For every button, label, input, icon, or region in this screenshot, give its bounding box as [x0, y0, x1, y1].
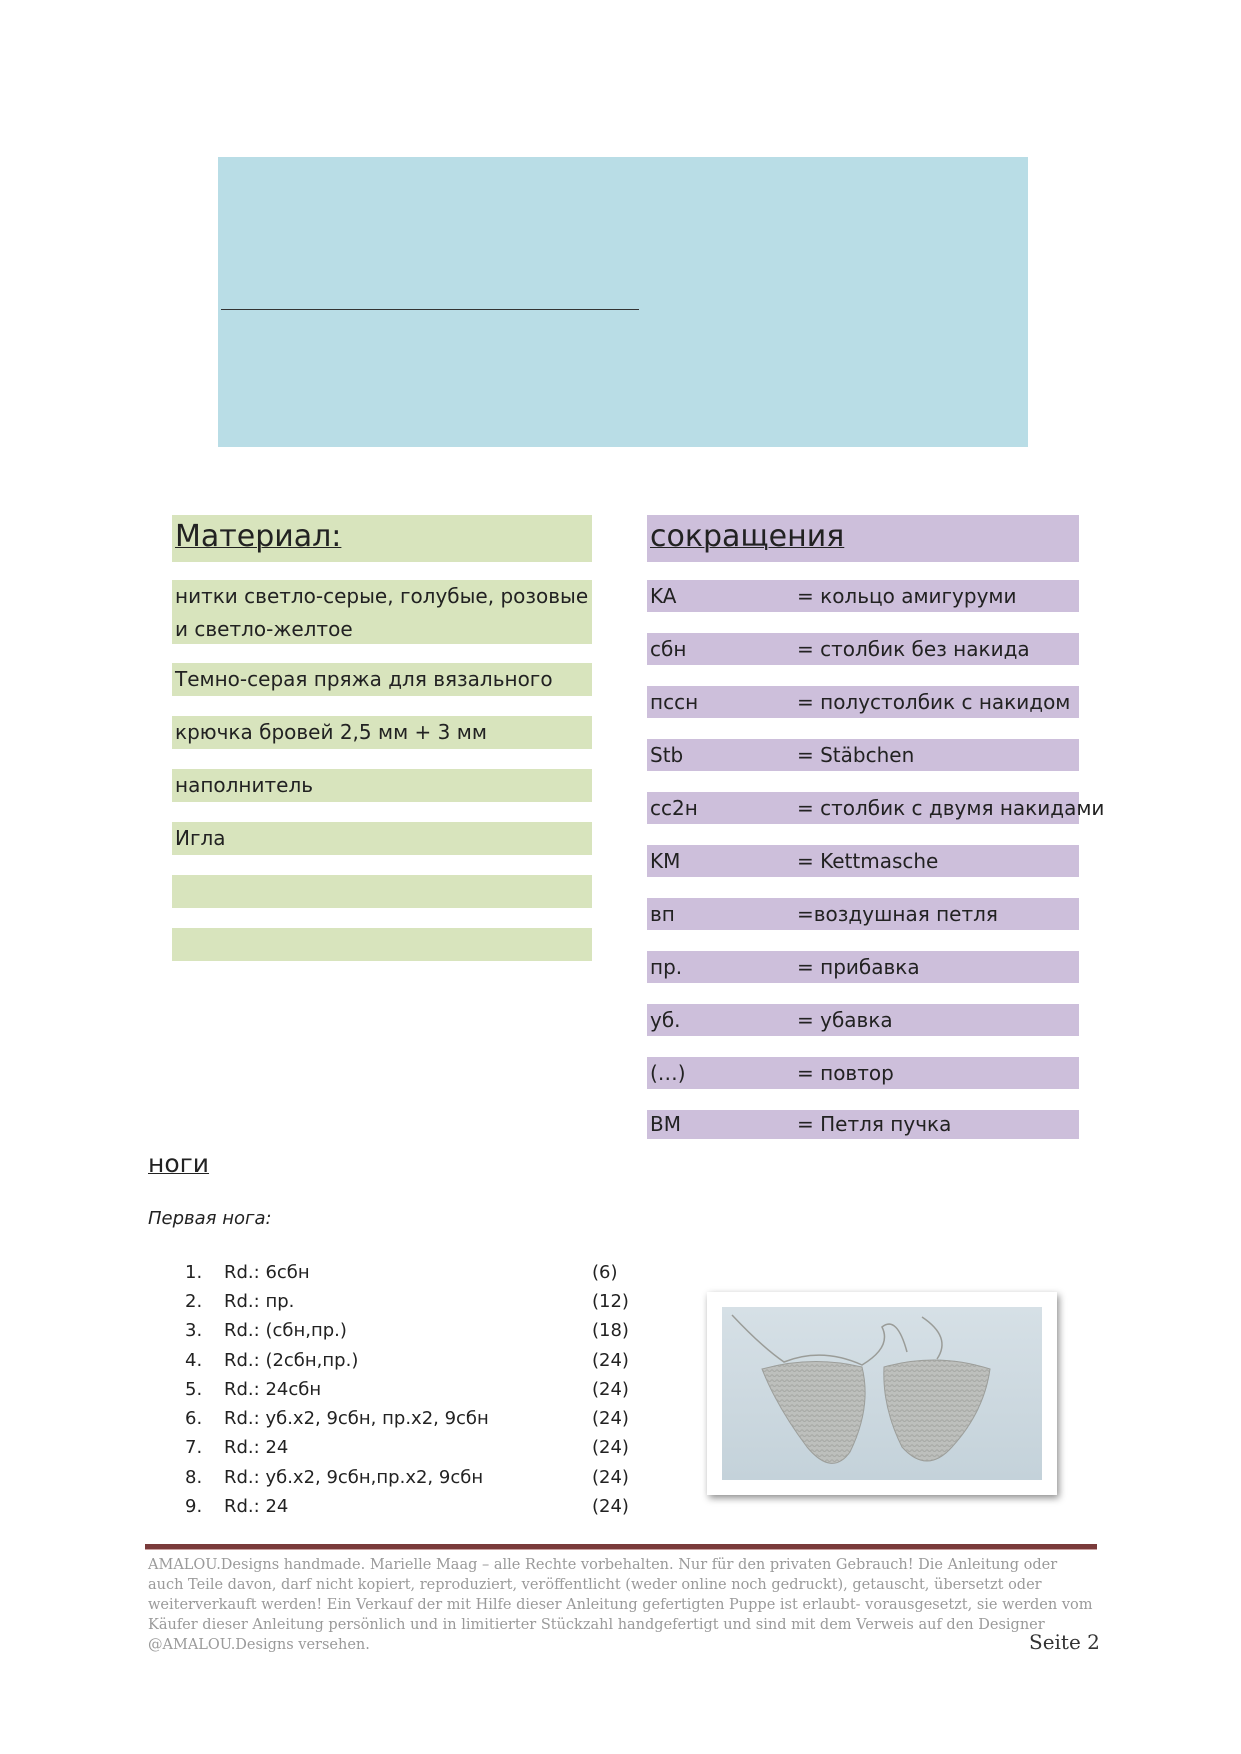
photo-frame: [707, 1292, 1057, 1495]
abbreviation-value: = повтор: [797, 1061, 894, 1085]
material-item: Темно-серая пряжа для вязального: [172, 663, 592, 696]
round-row: 5. Rd.: 24сбн (24): [185, 1379, 629, 1400]
abbreviation-key: Stb: [650, 743, 684, 767]
abbreviation-key: вп: [650, 902, 675, 926]
material-item: нитки светло-серые, голубые, розовые и светло-желтое: [172, 580, 592, 644]
abbreviation-value: = Петля пучка: [797, 1112, 952, 1136]
abbreviation-row: [647, 686, 1079, 718]
abbreviation-value: = прибавка: [797, 955, 920, 979]
material-item-empty: [172, 928, 592, 961]
round-row: 2. Rd.: пр. (12): [185, 1291, 629, 1312]
abbreviation-row: [647, 951, 1079, 983]
abbreviation-key: сбн: [650, 637, 687, 661]
material-item: крючка бровей 2,5 мм + 3 мм: [172, 716, 592, 749]
abbreviation-key: KM: [650, 849, 681, 873]
abbreviation-row: [647, 1004, 1079, 1036]
abbreviation-key: уб.: [650, 1008, 681, 1032]
round-row: 8. Rd.: уб.x2, 9сбн,пр.x2, 9сбн (24): [185, 1467, 629, 1488]
abbreviation-row: [647, 580, 1079, 612]
page-number: Seite 2: [1029, 1630, 1100, 1654]
round-row: 1. Rd.: 6сбн (6): [185, 1262, 618, 1283]
abbreviation-row: [647, 739, 1079, 771]
abbreviation-value: =воздушная петля: [797, 902, 998, 926]
legs-subheading: Первая нога:: [148, 1208, 272, 1229]
material-item: Игла: [172, 822, 592, 855]
crochet-feet-illustration: [722, 1307, 1042, 1480]
abbreviation-value: = полустолбик с накидом: [797, 690, 1071, 714]
crochet-feet-photo: [722, 1307, 1042, 1480]
abbreviation-row: [647, 792, 1105, 824]
abbreviation-key: сс2н: [650, 796, 698, 820]
abbreviation-key: пссн: [650, 690, 699, 714]
copyright-notice: AMALOU.Designs handmade. Marielle Maag – alle Rechte vorbehalten. Nur für den privaten Gebrauch! Die Anleitung oder auch Teile davon, darf nicht kopiert, reproduziert, veröffentlicht (weder online noch gedruckt), getauscht, übersetzt oder weiterverkauft werden! Ein Verkauf der mit Hilfe dieser Anleitung gefertigten Puppe ist erlaubt- vorausgesetzt, sie werden vom Käufer dieser Anleitung persönlich und in limitierter Stückzahl handgefertigt und sind mit dem Verweis auf den Designer @AMALOU.Designs versehen.: [148, 1557, 1093, 1653]
abbreviation-key: BM: [650, 1112, 681, 1136]
title-underline: [221, 309, 639, 310]
abbreviation-value: = Stäbchen: [797, 743, 915, 767]
abbreviation-value: = столбик с двумя накидами: [797, 796, 1105, 820]
material-heading: Материал:: [172, 515, 592, 562]
abbreviation-value: = Kettmasche: [797, 849, 939, 873]
abbreviation-row: [647, 1057, 1079, 1089]
abbreviation-value: = столбик без накида: [797, 637, 1030, 661]
abbreviation-row: [647, 633, 1079, 665]
abbreviation-key: пр.: [650, 955, 683, 979]
round-row: 3. Rd.: (сбн,пр.) (18): [185, 1320, 629, 1341]
abbreviation-key: (…): [650, 1061, 686, 1085]
round-row: 9. Rd.: 24 (24): [185, 1496, 629, 1517]
material-item-empty: [172, 875, 592, 908]
material-item: наполнитель: [172, 769, 592, 802]
abbreviation-value: = кольцо амигуруми: [797, 584, 1017, 608]
round-row: 6. Rd.: уб.x2, 9сбн, пр.x2, 9сбн (24): [185, 1408, 629, 1429]
abbreviation-key: KA: [650, 584, 677, 608]
abbreviation-row: [647, 1110, 1079, 1139]
abbreviation-row: [647, 898, 1079, 930]
title-box: [218, 157, 1028, 447]
legs-heading: ноги: [148, 1149, 210, 1178]
abbreviations-heading: сокращения: [647, 515, 1079, 562]
footer-rule: [145, 1544, 1097, 1550]
round-row: 4. Rd.: (2сбн,пр.) (24): [185, 1350, 629, 1371]
round-row: 7. Rd.: 24 (24): [185, 1437, 629, 1458]
abbreviation-row: [647, 845, 1079, 877]
abbreviation-value: = убавка: [797, 1008, 893, 1032]
